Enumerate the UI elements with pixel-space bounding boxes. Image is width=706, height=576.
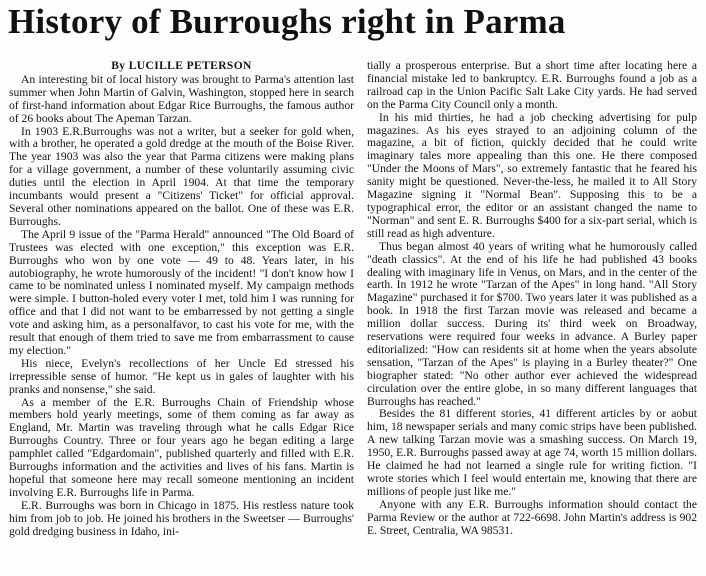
headline: History of Burroughs right in Parma: [8, 2, 566, 41]
paragraph: Besides the 81 different stories, 41 different articles by or aobut him, 18 newspaper serials and many comic strips have been published. A new talking Tarzan movie was a smashing success. On March 19, 1950, E.R. Burroughs passed away at age 74, worth 15 million dollars. He claimed he had not learned a single rule for writing fiction. "I wrote stories which I feel would entertain me, knowing that there are millions of people just like me.": [367, 407, 697, 498]
paragraph: Anyone with any E.R. Burroughs information should contact the Parma Review or the author at 722-6698. John Martin's address is 902 E. Street, Centralia, WA 98531.: [367, 497, 697, 537]
paragraph: Thus began almost 40 years of writing what he humorously called "death classics". At the end of his life he had published 43 books dealing with imaginary life in Venus, on Mars, and in the center of the earth. In 1912 he wrote "Tarzan of the Apes" in long hand. "All Story Magazine" purchased it for $700. Two years later it was published as a book. In 1918 the first Tarzan movie was released and became a million dollar success. During its' third week on Broadway, reservations were required four weeks in advance. A Burley paper editorialized: "How can residents sit at home when the years absolute sensation, "Tarzan of the Apes" is playing in a Burley theater?" One biographer stated: "No other author ever achieved the widespread circulation over the entire globe, in so many different languages that Burroughs has reached.": [367, 239, 697, 408]
paragraph: The April 9 issue of the "Parma Herald" announced "The Old Board of Trustees was elected with one exception," this exception was E.R. Burroughs who won by one vote — 49 to 48. Years later, in his autobiography, he wrote humorously of the incident! "I don't know how I came to be nominated unless I nominated myself. My campaign methods were simple. I button-holed every voter I met, told him I was running for office and that I did not want to be embarressed by not getting a single vote and asking him, as a personalfavor, to cast his vote for me, with the result that enough of them tried to save me from embarrassment to cause my election.": [9, 227, 354, 357]
column-left: [9, 60, 354, 539]
paragraph-continued: tially a prosperous enterprise. But a short time after locating here a financial mistake led to bankruptcy. E.R. Burroughs found a job as a railroad cap in the Union Pacific Salt Lake City yards. He had served on the Parma City Council only a month.: [367, 59, 697, 111]
paragraph: In his mid thirties, he had a job checking advertising for pulp magazines. As his eyes strayed to an adjoining column of the magazine, a bit of fiction, quickly decided that he could write imaginary tales more appealing than this one. He there composed "Under the Moons of Mars", so extremely fantastic that he feared his sanity might be questioned. Never-the-less, he mailed it to All Story Magazine signing it "Normal Bean". Supposing this to be a typographical error, the editor or an assistant changed the name to "Norman" and sent E. R. Burroughs $400 for a six-part serial, which is still read as high adventure.: [367, 110, 697, 240]
byline: By LUCILLE PETERSON: [111, 60, 252, 72]
column-right: [367, 60, 697, 538]
paragraph: As a member of the E.R. Burroughs Chain of Friendship whose members hold yearly meetings, some of them coming as far away as England, Mr. Martin was traveling through what he calls Edgar Rice Burroughs Country. Three or four years ago he began editing a large pamphlet called "Edgardomain", published quarterly and filled with E.R. Burroughs information and the activities and lives of his fans. Martin is hopeful that someone here may recall someone mentioning an incident involving E.R. Burroughs life in Parma.: [9, 395, 354, 499]
paragraph: In 1903 E.R.Burroughs was not a writer, but a seeker for gold when, with a brother, he operated a gold dredge at the mouth of the Boise River. The year 1903 was also the year that Parma citizens were making plans for a village government, a number of these voluntarily assuming civic duties until the election in April 1904. At that time the temporary incumbants would present a "Citizens' Ticket" for official approval. Several other nominations appeared on the ballot. One of these was E.R. Burroughs.: [9, 124, 354, 228]
paragraph: An interesting bit of local history was brought to Parma's attention last summer when John Martin of Galvin, Washington, stopped here in search of first-hand information about Edgar Rice Burroughs, the famous author of 26 books about The Apeman Tarzan.: [9, 72, 354, 125]
paragraph: E.R. Burroughs was born in Chicago in 1875. His restless nature took him from job to job. He joined his brothers in the Sweetser — Burroughs' gold dredging business in Idaho, ini-: [9, 498, 354, 538]
paragraph: His niece, Evelyn's recollections of her Uncle Ed stressed his irrepressible sense of humor. "He kept us in gales of laughter with his pranks and nonsense," she said.: [9, 356, 354, 396]
